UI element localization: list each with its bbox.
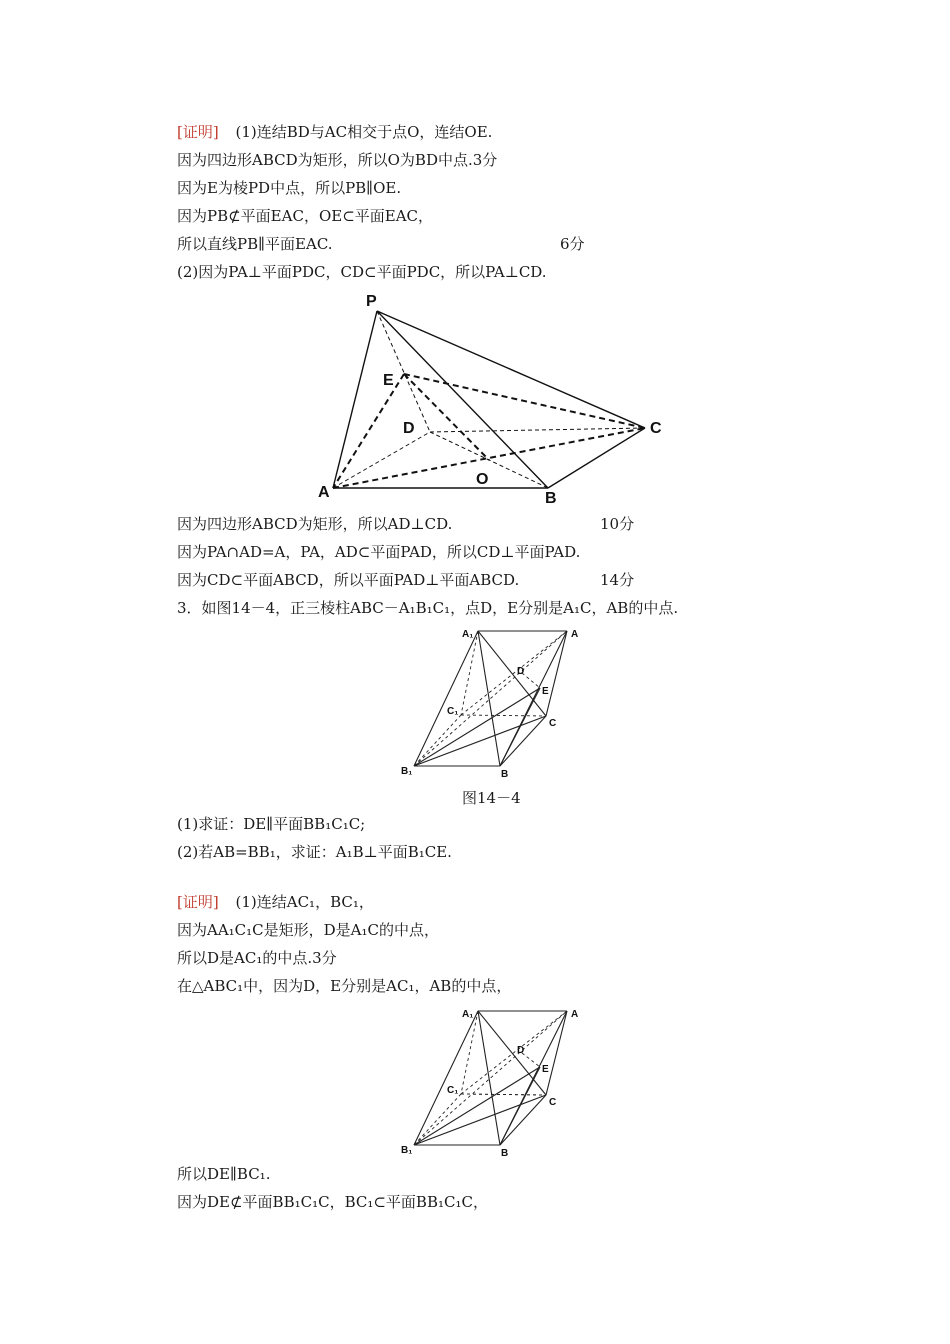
- p2-label-E: E: [542, 1064, 549, 1075]
- proof-line-7: 因为四边形ABCD为矩形，所以AD⊥CD.: [177, 515, 453, 533]
- p1-label-E: E: [542, 686, 549, 697]
- proof2-line-2: 因为AA₁C₁C是矩形，D是A₁C的中点，: [177, 921, 439, 939]
- proof-line-4: 因为PB⊄平面EAC，OE⊂平面EAC，: [177, 207, 434, 225]
- figure-caption: 图14－4: [462, 789, 521, 807]
- question-1: (1)求证：DE∥平面BB₁C₁C;: [177, 815, 366, 833]
- proof-tag: [证明]: [177, 123, 219, 141]
- p2-label-D: D: [517, 1045, 525, 1056]
- score-14: 14分: [600, 571, 635, 589]
- p1-label-B1: B₁: [401, 766, 413, 777]
- p2-label-B1: B₁: [401, 1145, 413, 1156]
- label-A: A: [318, 484, 330, 501]
- p1-label-C1: C₁: [447, 706, 459, 717]
- proof2-line-1: [177, 890, 374, 914]
- p1-label-C: C: [549, 718, 557, 729]
- label-B: B: [545, 490, 557, 507]
- p2-label-A: A: [571, 1009, 579, 1020]
- proof-line-6: (2)因为PA⊥平面PDC，CD⊂平面PDC，所以PA⊥CD.: [177, 263, 547, 281]
- label-P: P: [366, 293, 377, 310]
- score-6: 6分: [560, 235, 585, 253]
- p1-label-A: A: [571, 629, 579, 640]
- proof2-tag: [证明]: [177, 893, 219, 911]
- proof-line-8: 因为PA∩AD=A，PA，AD⊂平面PAD，所以CD⊥平面PAD.: [177, 543, 581, 561]
- label-C: C: [650, 420, 662, 437]
- p2-label-C: C: [549, 1097, 557, 1108]
- proof2-line-6: 因为DE⊄平面BB₁C₁C，BC₁⊂平面BB₁C₁C，: [177, 1193, 488, 1211]
- proof-text: (1)连结BD与AC相交于点O，连结OE.: [235, 123, 493, 141]
- prism-figure-2: [414, 1011, 567, 1145]
- question-2: (2)若AB=BB₁，求证：A₁B⊥平面B₁CE.: [177, 843, 452, 861]
- proof-line-2: 因为四边形ABCD为矩形，所以O为BD中点.3分: [177, 151, 498, 169]
- proof2-line-4: 在△ABC₁中，因为D，E分别是AC₁，AB的中点，: [177, 977, 512, 995]
- proof2-line-5: 所以DE∥BC₁.: [177, 1165, 271, 1183]
- label-O: O: [476, 471, 489, 488]
- proof2-text: (1)连结AC₁，BC₁，: [235, 893, 374, 911]
- proof-line-9: 因为CD⊂平面ABCD，所以平面PAD⊥平面ABCD.: [177, 571, 520, 589]
- p2-label-B: B: [501, 1148, 509, 1159]
- p1-label-D: D: [517, 666, 525, 677]
- problem-3-statement: 3．如图14－4，正三棱柱ABC－A₁B₁C₁，点D，E分别是A₁C，AB的中点.: [177, 599, 679, 617]
- proof-line-3: 因为E为棱PD中点，所以PB∥OE.: [177, 179, 402, 197]
- p1-label-B: B: [501, 769, 509, 780]
- proof2-line-3: 所以D是AC₁的中点.3分: [177, 949, 337, 967]
- proof-line-5: 所以直线PB∥平面EAC.: [177, 235, 333, 253]
- p2-label-A1: A₁: [462, 1009, 474, 1020]
- p2-label-C1: C₁: [447, 1085, 459, 1096]
- score-10: 10分: [600, 515, 635, 533]
- prism-figure-1: [414, 631, 567, 766]
- label-E: E: [383, 372, 394, 389]
- label-D: D: [403, 420, 415, 437]
- p1-label-A1: A₁: [462, 629, 474, 640]
